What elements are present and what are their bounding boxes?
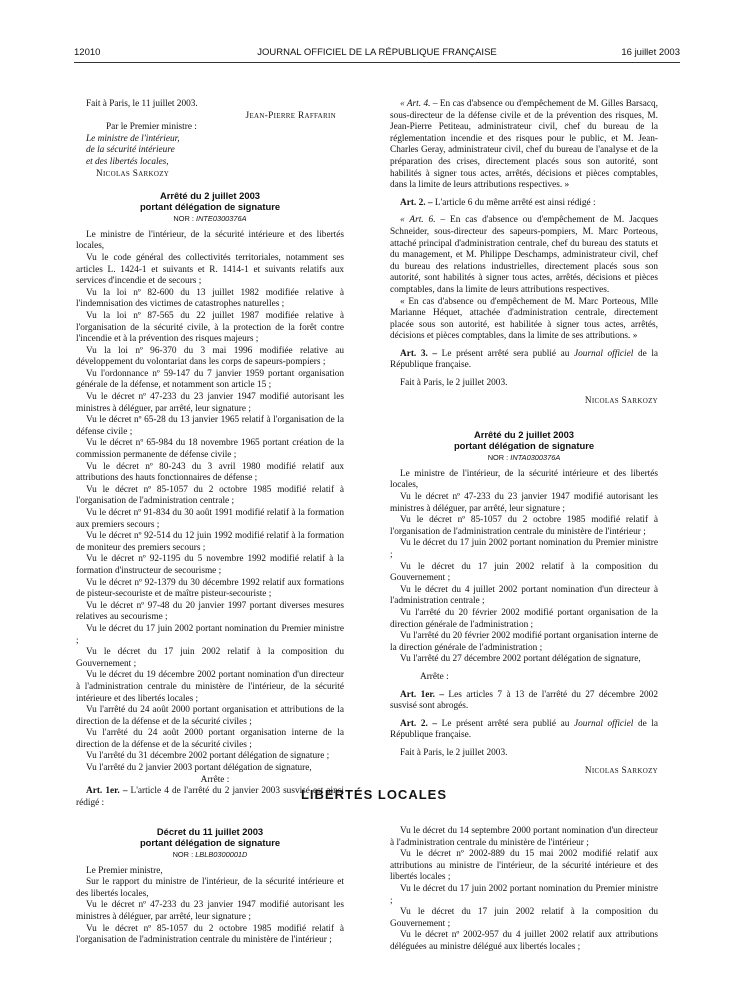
visa-paragraph: Vu le décret nº 80-243 du 3 avril 1980 modifié relatif aux attributions des hauts fonctionnaires de défense ; bbox=[76, 461, 344, 484]
left-column-bottom bbox=[76, 826, 344, 947]
arrete1-title-l2: portant délégation de signature bbox=[139, 201, 281, 213]
visa-paragraph: Vu le décret nº 85-1057 du 2 octobre 1985 modifié relatif à l'organisation de l'administration centrale du ministère de l'intérieur ; bbox=[76, 923, 344, 946]
visa-paragraph: Vu le décret nº 47-233 du 23 janvier 1947 modifié autorisant les ministres à déléguer, par arrêté, leur signature ; bbox=[76, 392, 344, 414]
decret-visas-continued bbox=[390, 826, 658, 954]
visa-paragraph: Vu le décret du 19 décembre 2002 portant nomination d'un directeur à l'administration centrale du ministère de l'intérieur, de la sécurité intérieure et des libertés locales ; bbox=[76, 670, 344, 704]
fait-a-paris: Fait à Paris, le 11 juillet 2003. bbox=[86, 99, 198, 109]
arrete2-article1: Art. 1er. – Les articles 7 à 13 de l'arrêté du 27 décembre 2002 susvisé sont abrogés. bbox=[390, 689, 658, 712]
visa-paragraph: Vu la loi nº 96-370 du 3 mai 1996 modifiée relative au développement du volontariat dans les corps de sapeurs-pompiers ; bbox=[76, 345, 344, 368]
visa-paragraph: Vu le décret nº 97-48 du 20 janvier 1997 portant diverses mesures relatives au secourisme ; bbox=[76, 600, 344, 623]
visa-paragraph: Vu l'ordonnance nº 59-147 du 7 janvier 1959 portant organisation générale de la défense, et notamment son article 15 ; bbox=[76, 368, 344, 391]
visa-paragraph: Vu le décret du 17 juin 2002 portant nomination du Premier ministre ; bbox=[390, 538, 658, 560]
arrete1-visas bbox=[76, 230, 344, 775]
par-premier-ministre: Par le Premier ministre : bbox=[106, 122, 197, 133]
issue-date: 16 juillet 2003 bbox=[621, 47, 680, 58]
visa-paragraph: Vu le décret du 14 septembre 2000 portant nomination d'un directeur à l'administration centrale du ministère de l'intérieur ; bbox=[390, 826, 658, 848]
visa-paragraph: Vu le décret du 17 juin 2002 relatif à la composition du Gouvernement ; bbox=[390, 907, 658, 929]
visa-paragraph: Vu le décret nº 65-984 du 18 novembre 1965 portant création de la commission permanente de défense civile ; bbox=[76, 438, 344, 461]
visa-paragraph: Vu le décret nº 85-1057 du 2 octobre 1985 modifié relatif à l'organisation de l'administration centrale du ministère de l'intérieur ; bbox=[390, 515, 658, 537]
arrete1-article1: Art. 1er. – L'article 4 de l'arrêté du 2 janvier 2003 susvisé est ainsi rédigé : bbox=[76, 786, 344, 808]
visa-paragraph: Le Premier ministre, bbox=[86, 865, 163, 876]
page-header bbox=[74, 47, 680, 61]
decret-nor: NOR : LBLB0300001D bbox=[172, 850, 248, 859]
visa-paragraph: Vu le décret nº 47-233 du 23 janvier 1947 modifié autorisant les ministres à déléguer, par arrêté, leur signature ; bbox=[390, 492, 658, 514]
visa-paragraph: Vu le décret du 4 juillet 2002 portant nomination d'un directeur à l'administration centrale ; bbox=[390, 584, 658, 607]
article6-paragraph2: « En cas d'absence ou d'empêchement de M. Marc Porteous, Mlle Marianne Héquet, attachée d'administration centrale, directement placée sous son autorité, est habilitée à signer tous actes, arrêtés, décisions et pièces comptables, dans la limite de ses attributions. » bbox=[390, 296, 658, 342]
visa-paragraph: Vu le décret nº 65-28 du 13 janvier 1965 relatif à l'organisation de la défense civile ; bbox=[76, 415, 344, 437]
visa-paragraph: Vu le décret nº 92-514 du 12 juin 1992 modifié relatif à la formation de moniteur des premiers secours ; bbox=[76, 531, 344, 553]
decret-title-l2: portant délégation de signature bbox=[139, 837, 281, 848]
signatory: Jean-Pierre Raffarin bbox=[245, 110, 336, 121]
visa-paragraph: Vu le code général des collectivités territoriales, notamment ses articles L. 1424-1 et suivants et R. 1414-1 et suivants relatifs aux services d'incendie et de secours ; bbox=[76, 252, 344, 287]
header-rule bbox=[74, 62, 680, 63]
visa-paragraph: Vu le décret du 17 juin 2002 portant nomination du Premier ministre ; bbox=[390, 883, 658, 906]
visa-paragraph: Sur le rapport du ministre de l'intérieur, de la sécurité intérieure et des libertés locales, bbox=[76, 877, 344, 899]
minister-name: Nicolas Sarkozy bbox=[96, 168, 170, 179]
arrete2-title-l2: portant délégation de signature bbox=[453, 440, 595, 452]
decret-title-l1: Décret du 11 juillet 2003 bbox=[156, 826, 264, 837]
visa-paragraph: Vu le décret nº 2002-957 du 4 juillet 2002 relatif aux attributions déléguées au ministre délégué aux libertés locales ; bbox=[390, 930, 658, 952]
arrete2-article2: Art. 2. – Le présent arrêté sera publié au Journal officiel de la République française. bbox=[390, 718, 659, 741]
arrete1-title-l1: Arrêté du 2 juillet 2003 bbox=[159, 190, 261, 202]
minister-title-l2: de la sécurité intérieure bbox=[86, 145, 175, 156]
arrete2-fait: Fait à Paris, le 2 juillet 2003. bbox=[400, 747, 508, 758]
visa-paragraph: Vu le décret nº 91-834 du 30 août 1991 modifié relatif à la formation aux premiers secours ; bbox=[76, 508, 344, 530]
visa-paragraph: Vu l'arrêté du 20 février 2002 modifié portant organisation interne de la direction générale de l'administration ; bbox=[390, 631, 658, 653]
article4-quote: « Art. 4. – En cas d'absence ou d'empêchement de M. Gilles Barsacq, sous-directeur de la défense civile et de la prévention des risques, M. Jean-Pierre Petiteau, administrateur civil, chef du bureau de la réglementation incendie et des risques pour le public, et M. Jean-Charles Geray, administrateur civil, chef du bureau de l'analyse et de la préparation des crises, directement placés sous son autorité, sont habilités à signer tous actes, arrêtés, décisions et pièces comptables, dans la limite de leurs attributions respectives. » bbox=[390, 99, 659, 191]
arrete1-article3: Art. 3. – Le présent arrêté sera publié au Journal officiel de la République française. bbox=[390, 348, 659, 371]
arrete1-arrete-label: Arrête : bbox=[200, 774, 230, 785]
visa-paragraph: Vu le décret du 17 juin 2002 relatif à la composition du Gouvernement ; bbox=[390, 561, 658, 584]
visa-paragraph: Vu le décret nº 92-1379 du 30 décembre 1992 relatif aux formations de pisteur-secouriste et de maître pisteur-secouriste ; bbox=[76, 577, 344, 600]
right-column-bottom bbox=[390, 826, 658, 954]
visa-paragraph: Vu le décret du 17 juin 2002 portant nomination du Premier ministre ; bbox=[76, 623, 344, 646]
visa-paragraph: Vu le décret nº 85-1057 du 2 octobre 1985 modifié relatif à l'organisation de l'administration centrale ; bbox=[76, 484, 344, 507]
arrete2-title-l1: Arrêté du 2 juillet 2003 bbox=[473, 429, 575, 441]
decret-visas bbox=[76, 866, 344, 947]
arrete1-nor: NOR : INTE0300376A bbox=[173, 214, 247, 224]
visa-paragraph: Vu l'arrêté du 24 août 2000 portant organisation interne de la direction de la défense et de la sécurité civiles ; bbox=[76, 728, 344, 750]
arrete1-signatory: Nicolas Sarkozy bbox=[584, 395, 658, 406]
visa-paragraph: Vu le décret du 17 juin 2002 relatif à la composition du Gouvernement ; bbox=[76, 647, 344, 669]
minister-title-l3: et des libertés locales, bbox=[86, 156, 169, 167]
left-column-top bbox=[76, 99, 344, 809]
arrete2-visas bbox=[390, 469, 658, 666]
visa-paragraph: Le ministre de l'intérieur, de la sécurité intérieure et des libertés locales, bbox=[76, 229, 344, 252]
arrete2-nor: NOR : INTA0300376A bbox=[487, 453, 561, 463]
arrete2-arrete-label: Arrête : bbox=[420, 671, 449, 682]
minister-title-l1: Le ministre de l'intérieur, bbox=[86, 133, 180, 144]
arrete1-fait: Fait à Paris, le 2 juillet 2003. bbox=[400, 378, 508, 389]
page-number: 12010 bbox=[74, 47, 101, 58]
visa-paragraph: Vu la loi nº 82-600 du 13 juillet 1982 modifiée relative à l'indemnisation des victimes de catastrophes naturelles ; bbox=[76, 287, 344, 310]
visa-paragraph: Vu le décret nº 47-233 du 23 janvier 1947 modifié autorisant les ministres à déléguer, par arrêté, leur signature ; bbox=[76, 900, 344, 922]
visa-paragraph: Vu le décret nº 2002-889 du 15 mai 2002 modifié relatif aux attributions au ministre de l'intérieur, de la sécurité intérieure et des libertés locales ; bbox=[390, 849, 658, 883]
arrete1-article2: Art. 2. – L'article 6 du même arrêté est ainsi rédigé : bbox=[400, 197, 596, 208]
visa-paragraph: Vu l'arrêté du 20 février 2002 modifié portant organisation de la direction générale de l'administration ; bbox=[390, 607, 658, 630]
right-column-top bbox=[390, 99, 658, 777]
visa-paragraph: Vu l'arrêté du 24 août 2000 portant organisation et attributions de la direction de la défense et de la sécurité civiles ; bbox=[76, 705, 344, 727]
visa-paragraph: Vu le décret nº 92-1195 du 5 novembre 1992 modifié relatif à la formation d'instructeur de secourisme ; bbox=[76, 554, 344, 576]
journal-title: JOURNAL OFFICIEL DE LA RÉPUBLIQUE FRANÇAISE bbox=[257, 47, 497, 58]
visa-paragraph: Vu l'arrêté du 2 janvier 2003 portant délégation de signature, bbox=[86, 763, 312, 774]
article6-quote: « Art. 6. – En cas d'absence ou d'empêchement de M. Jacques Schneider, sous-directeur des sapeurs-pompiers, M. Marc Porteous, attaché principal d'administration centrale, chef du bureau des statuts et du management, et M. Philippe Deschamps, administrateur civil, chef du bureau des relations industrielles, directement placés sous son autorité, sont habilités à signer tous actes, arrêtés, décisions et pièces comptables, dans la limite de leurs attributions respectives. bbox=[390, 215, 658, 295]
section-title: LIBERTÉS LOCALES bbox=[300, 787, 447, 802]
visa-paragraph: Vu l'arrêté du 27 décembre 2002 portant délégation de signature, bbox=[400, 654, 641, 665]
arrete2-signatory: Nicolas Sarkozy bbox=[584, 765, 658, 776]
visa-paragraph: Vu l'arrêté du 31 décembre 2002 portant délégation de signature ; bbox=[86, 751, 330, 762]
visa-paragraph: Le ministre de l'intérieur, de la sécurité intérieure et des libertés locales, bbox=[390, 468, 658, 491]
visa-paragraph: Vu la loi nº 87-565 du 22 juillet 1987 modifiée relative à l'organisation de la sécurité civile, à la protection de la forêt contre l'incendie et à la prévention des risques majeurs ; bbox=[76, 310, 344, 345]
